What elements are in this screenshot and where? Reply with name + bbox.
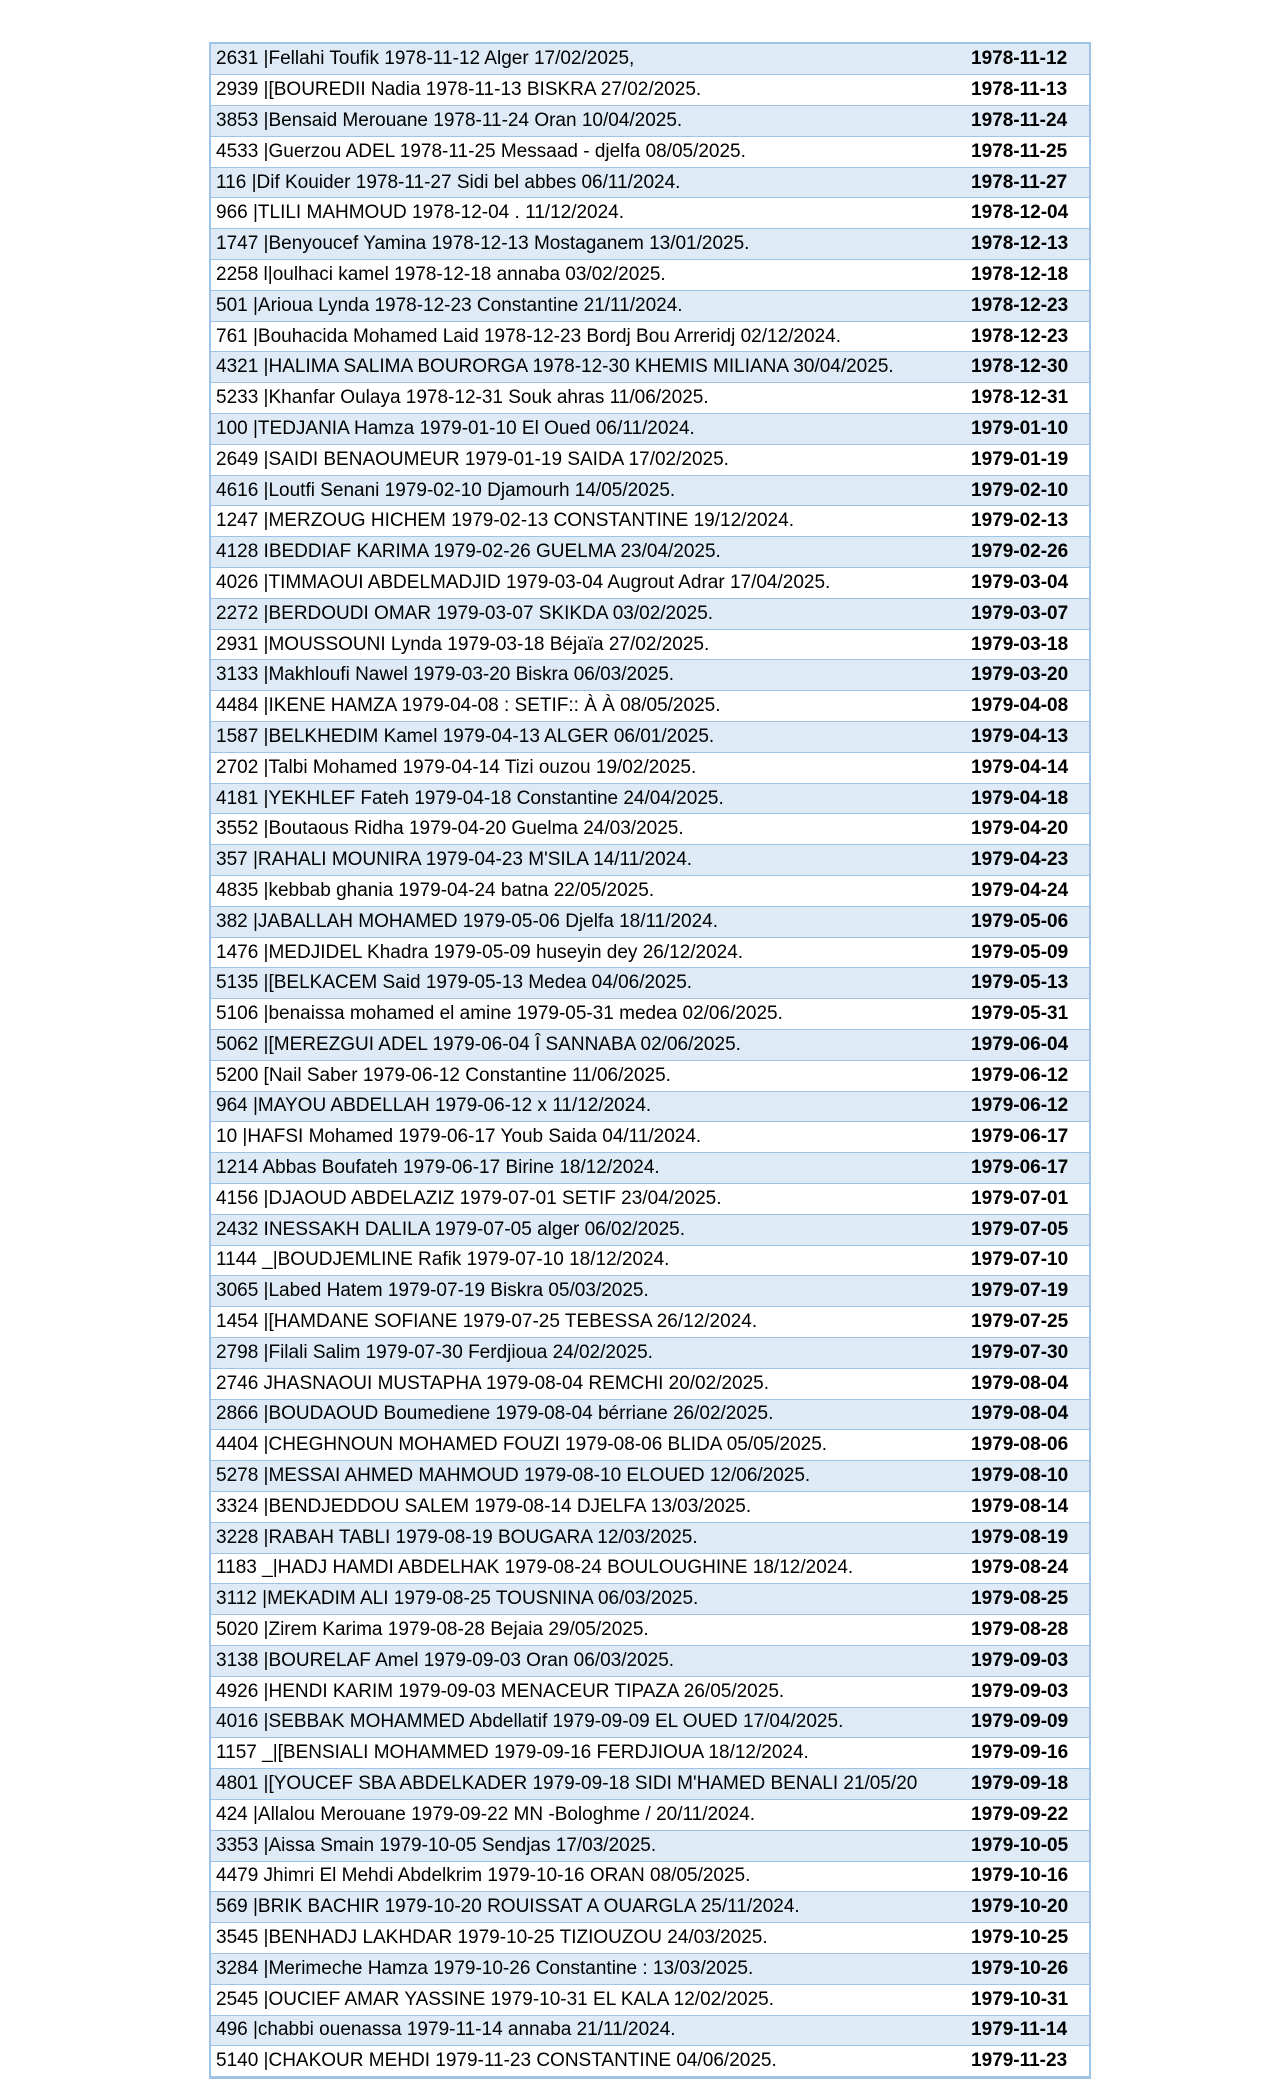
record-date-cell: 1978-11-12 — [965, 44, 1089, 75]
table-row — [211, 475, 1089, 506]
record-date-cell: 1979-09-03 — [965, 1645, 1089, 1676]
record-date-cell: 1979-08-19 — [965, 1522, 1089, 1553]
table-row — [211, 1892, 1089, 1923]
record-text-cell: 5135 |[BELKACEM Said 1979-05-13 Medea 04/06/2025. — [211, 968, 965, 999]
table-row — [211, 1276, 1089, 1307]
table-row — [211, 568, 1089, 599]
record-text-cell: 4016 |SEBBAK MOHAMMED Abdellatif 1979-09-09 EL OUED 17/04/2025. — [211, 1707, 965, 1738]
record-date-cell: 1979-04-13 — [965, 722, 1089, 753]
table-row — [211, 1522, 1089, 1553]
record-date-cell: 1979-05-09 — [965, 937, 1089, 968]
record-text-cell: 1183 _|HADJ HAMDI ABDELHAK 1979-08-24 BOULOUGHINE 18/12/2024. — [211, 1553, 965, 1584]
table-row — [211, 1738, 1089, 1769]
record-text-cell: 4479 Jhimri El Mehdi Abdelkrim 1979-10-16 ORAN 08/05/2025. — [211, 1861, 965, 1892]
table-row — [211, 229, 1089, 260]
table-row — [211, 1430, 1089, 1461]
table-row — [211, 968, 1089, 999]
record-date-cell: 1978-12-13 — [965, 229, 1089, 260]
record-date-cell: 1979-09-03 — [965, 1676, 1089, 1707]
table-row — [211, 1461, 1089, 1492]
table-row — [211, 260, 1089, 291]
table-row — [211, 75, 1089, 106]
record-text-cell: 4484 |IKENE HAMZA 1979-04-08 : SETIF:: À À 08/05/2025. — [211, 691, 965, 722]
record-date-cell: 1979-04-08 — [965, 691, 1089, 722]
record-text-cell: 761 |Bouhacida Mohamed Laid 1978-12-23 Bordj Bou Arreridj 02/12/2024. — [211, 321, 965, 352]
table-row — [211, 1769, 1089, 1800]
table-row — [211, 1091, 1089, 1122]
record-date-cell: 1979-11-14 — [965, 2015, 1089, 2046]
record-text-cell: 1247 |MERZOUG HICHEM 1979-02-13 CONSTANTINE 19/12/2024. — [211, 506, 965, 537]
record-text-cell: 5278 |MESSAI AHMED MAHMOUD 1979-08-10 ELOUED 12/06/2025. — [211, 1461, 965, 1492]
record-text-cell: 1157 _|[BENSIALI MOHAMMED 1979-09-16 FERDJIOUA 18/12/2024. — [211, 1738, 965, 1769]
record-date-cell: 1978-11-27 — [965, 167, 1089, 198]
record-date-cell: 1979-04-24 — [965, 876, 1089, 907]
record-date-cell: 1979-06-04 — [965, 1030, 1089, 1061]
record-text-cell: 496 |chabbi ouenassa 1979-11-14 annaba 21/11/2024. — [211, 2015, 965, 2046]
table-row — [211, 1060, 1089, 1091]
record-date-cell: 1979-07-19 — [965, 1276, 1089, 1307]
table-row — [211, 1368, 1089, 1399]
table-row — [211, 1183, 1089, 1214]
record-text-cell: 4026 |TIMMAOUI ABDELMADJID 1979-03-04 Augrout Adrar 17/04/2025. — [211, 568, 965, 599]
record-date-cell: 1979-08-04 — [965, 1399, 1089, 1430]
table-row — [211, 1984, 1089, 2015]
table-row — [211, 444, 1089, 475]
table-row — [211, 1245, 1089, 1276]
record-date-cell: 1979-10-25 — [965, 1923, 1089, 1954]
record-date-cell: 1979-03-07 — [965, 598, 1089, 629]
record-date-cell: 1979-06-17 — [965, 1153, 1089, 1184]
record-text-cell: 116 |Dif Kouider 1978-11-27 Sidi bel abbes 06/11/2024. — [211, 167, 965, 198]
table-row — [211, 1676, 1089, 1707]
record-date-cell: 1979-08-24 — [965, 1553, 1089, 1584]
record-text-cell: 2746 JHASNAOUI MUSTAPHA 1979-08-04 REMCHI 20/02/2025. — [211, 1368, 965, 1399]
record-text-cell: 2258 l|oulhaci kamel 1978-12-18 annaba 03/02/2025. — [211, 260, 965, 291]
record-text-cell: 4926 |HENDI KARIM 1979-09-03 MENACEUR TIPAZA 26/05/2025. — [211, 1676, 965, 1707]
record-text-cell: 2432 INESSAKH DALILA 1979-07-05 alger 06/02/2025. — [211, 1214, 965, 1245]
record-date-cell: 1978-11-13 — [965, 75, 1089, 106]
record-text-cell: 2798 |Filali Salim 1979-07-30 Ferdjioua 24/02/2025. — [211, 1337, 965, 1368]
record-text-cell: 3545 |BENHADJ LAKHDAR 1979-10-25 TIZIOUZOU 24/03/2025. — [211, 1923, 965, 1954]
record-date-cell: 1979-05-31 — [965, 999, 1089, 1030]
table-row — [211, 1923, 1089, 1954]
record-text-cell: 3065 |Labed Hatem 1979-07-19 Biskra 05/03/2025. — [211, 1276, 965, 1307]
record-text-cell: 1587 |BELKHEDIM Kamel 1979-04-13 ALGER 06/01/2025. — [211, 722, 965, 753]
record-date-cell: 1979-10-20 — [965, 1892, 1089, 1923]
table-row — [211, 999, 1089, 1030]
record-text-cell: 4321 |HALIMA SALIMA BOURORGA 1978-12-30 KHEMIS MILIANA 30/04/2025. — [211, 352, 965, 383]
record-date-cell: 1978-12-04 — [965, 198, 1089, 229]
record-text-cell: 4801 |[YOUCEF SBA ABDELKADER 1979-09-18 SIDI M'HAMED BENALI 21/05/20 — [211, 1769, 965, 1800]
table-row — [211, 352, 1089, 383]
table-row — [211, 1707, 1089, 1738]
record-date-cell: 1979-07-30 — [965, 1337, 1089, 1368]
table-row — [211, 814, 1089, 845]
record-text-cell: 5140 |CHAKOUR MEHDI 1979-11-23 CONSTANTINE 04/06/2025. — [211, 2046, 965, 2077]
records-table — [211, 44, 1089, 2077]
record-text-cell: 3853 |Bensaid Merouane 1978-11-24 Oran 10/04/2025. — [211, 106, 965, 137]
record-date-cell: 1979-05-06 — [965, 906, 1089, 937]
record-text-cell: 4533 |Guerzou ADEL 1978-11-25 Messaad - djelfa 08/05/2025. — [211, 136, 965, 167]
record-date-cell: 1979-09-18 — [965, 1769, 1089, 1800]
records-table-body — [211, 44, 1089, 2077]
record-text-cell: 964 |MAYOU ABDELLAH 1979-06-12 x 11/12/2024. — [211, 1091, 965, 1122]
record-date-cell: 1979-08-06 — [965, 1430, 1089, 1461]
record-date-cell: 1978-12-30 — [965, 352, 1089, 383]
records-table-container — [209, 42, 1091, 2079]
record-text-cell: 3133 |Makhloufi Nawel 1979-03-20 Biskra 06/03/2025. — [211, 660, 965, 691]
record-date-cell: 1979-02-10 — [965, 475, 1089, 506]
record-text-cell: 2939 |[BOUREDII Nadia 1978-11-13 BISKRA 27/02/2025. — [211, 75, 965, 106]
table-row — [211, 1553, 1089, 1584]
table-row — [211, 629, 1089, 660]
table-row — [211, 937, 1089, 968]
record-text-cell: 4128 IBEDDIAF KARIMA 1979-02-26 GUELMA 23/04/2025. — [211, 537, 965, 568]
record-date-cell: 1979-01-10 — [965, 414, 1089, 445]
table-row — [211, 845, 1089, 876]
record-date-cell: 1979-09-22 — [965, 1799, 1089, 1830]
table-row — [211, 1799, 1089, 1830]
record-text-cell: 3138 |BOURELAF Amel 1979-09-03 Oran 06/03/2025. — [211, 1645, 965, 1676]
record-text-cell: 3552 |Boutaous Ridha 1979-04-20 Guelma 24/03/2025. — [211, 814, 965, 845]
record-text-cell: 3324 |BENDJEDDOU SALEM 1979-08-14 DJELFA 13/03/2025. — [211, 1491, 965, 1522]
record-date-cell: 1979-09-09 — [965, 1707, 1089, 1738]
record-date-cell: 1979-07-10 — [965, 1245, 1089, 1276]
table-row — [211, 1030, 1089, 1061]
record-text-cell: 2649 |SAIDI BENAOUMEUR 1979-01-19 SAIDA 17/02/2025. — [211, 444, 965, 475]
table-row — [211, 506, 1089, 537]
table-row — [211, 1307, 1089, 1338]
record-date-cell: 1979-10-31 — [965, 1984, 1089, 2015]
table-row — [211, 106, 1089, 137]
record-text-cell: 3112 |MEKADIM ALI 1979-08-25 TOUSNINA 06/03/2025. — [211, 1584, 965, 1615]
record-date-cell: 1979-06-12 — [965, 1060, 1089, 1091]
table-row — [211, 1830, 1089, 1861]
record-date-cell: 1979-08-10 — [965, 1461, 1089, 1492]
record-date-cell: 1979-11-23 — [965, 2046, 1089, 2077]
table-row — [211, 414, 1089, 445]
table-row — [211, 660, 1089, 691]
record-text-cell: 5020 |Zirem Karima 1979-08-28 Bejaia 29/05/2025. — [211, 1615, 965, 1646]
record-text-cell: 5106 |benaissa mohamed el amine 1979-05-31 medea 02/06/2025. — [211, 999, 965, 1030]
table-row — [211, 2015, 1089, 2046]
table-row — [211, 136, 1089, 167]
table-row — [211, 1122, 1089, 1153]
record-date-cell: 1979-07-25 — [965, 1307, 1089, 1338]
table-row — [211, 1861, 1089, 1892]
record-text-cell: 2545 |OUCIEF AMAR YASSINE 1979-10-31 EL KALA 12/02/2025. — [211, 1984, 965, 2015]
table-row — [211, 876, 1089, 907]
record-text-cell: 4404 |CHEGHNOUN MOHAMED FOUZI 1979-08-06 BLIDA 05/05/2025. — [211, 1430, 965, 1461]
record-date-cell: 1978-12-31 — [965, 383, 1089, 414]
record-date-cell: 1979-08-25 — [965, 1584, 1089, 1615]
record-text-cell: 1747 |Benyoucef Yamina 1978-12-13 Mostaganem 13/01/2025. — [211, 229, 965, 260]
record-date-cell: 1979-05-13 — [965, 968, 1089, 999]
record-text-cell: 5233 |Khanfar Oulaya 1978-12-31 Souk ahras 11/06/2025. — [211, 383, 965, 414]
record-date-cell: 1979-08-28 — [965, 1615, 1089, 1646]
record-date-cell: 1978-12-18 — [965, 260, 1089, 291]
record-text-cell: 4156 |DJAOUD ABDELAZIZ 1979-07-01 SETIF 23/04/2025. — [211, 1183, 965, 1214]
record-date-cell: 1978-12-23 — [965, 290, 1089, 321]
table-row — [211, 1153, 1089, 1184]
table-row — [211, 167, 1089, 198]
table-row — [211, 321, 1089, 352]
record-text-cell: 3353 |Aissa Smain 1979-10-05 Sendjas 17/03/2025. — [211, 1830, 965, 1861]
record-text-cell: 1454 |[HAMDANE SOFIANE 1979-07-25 TEBESSA 26/12/2024. — [211, 1307, 965, 1338]
table-row — [211, 722, 1089, 753]
table-row — [211, 1214, 1089, 1245]
record-date-cell: 1979-01-19 — [965, 444, 1089, 475]
record-date-cell: 1978-11-24 — [965, 106, 1089, 137]
record-date-cell: 1979-04-18 — [965, 783, 1089, 814]
record-date-cell: 1979-04-20 — [965, 814, 1089, 845]
table-row — [211, 1645, 1089, 1676]
table-row — [211, 1399, 1089, 1430]
table-row — [211, 691, 1089, 722]
record-text-cell: 966 |TLILI MAHMOUD 1978-12-04 . 11/12/2024. — [211, 198, 965, 229]
record-text-cell: 424 |Allalou Merouane 1979-09-22 MN -Bologhme / 20/11/2024. — [211, 1799, 965, 1830]
record-date-cell: 1979-10-16 — [965, 1861, 1089, 1892]
table-row — [211, 1615, 1089, 1646]
record-text-cell: 569 |BRIK BACHIR 1979-10-20 ROUISSAT A OUARGLA 25/11/2024. — [211, 1892, 965, 1923]
record-date-cell: 1979-10-05 — [965, 1830, 1089, 1861]
record-text-cell: 2702 |Talbi Mohamed 1979-04-14 Tizi ouzou 19/02/2025. — [211, 752, 965, 783]
record-date-cell: 1979-03-20 — [965, 660, 1089, 691]
record-text-cell: 5062 |[MEREZGUI ADEL 1979-06-04 Î SANNABA 02/06/2025. — [211, 1030, 965, 1061]
table-row — [211, 906, 1089, 937]
record-date-cell: 1979-03-18 — [965, 629, 1089, 660]
record-text-cell: 10 |HAFSI Mohamed 1979-06-17 Youb Saida 04/11/2024. — [211, 1122, 965, 1153]
record-text-cell: 4616 |Loutfi Senani 1979-02-10 Djamourh 14/05/2025. — [211, 475, 965, 506]
record-text-cell: 357 |RAHALI MOUNIRA 1979-04-23 M'SILA 14/11/2024. — [211, 845, 965, 876]
record-date-cell: 1979-07-05 — [965, 1214, 1089, 1245]
record-date-cell: 1979-07-01 — [965, 1183, 1089, 1214]
record-date-cell: 1979-03-04 — [965, 568, 1089, 599]
record-text-cell: 1144 _|BOUDJEMLINE Rafik 1979-07-10 18/12/2024. — [211, 1245, 965, 1276]
record-text-cell: 2631 |Fellahi Toufik 1978-11-12 Alger 17/02/2025, — [211, 44, 965, 75]
record-text-cell: 2931 |MOUSSOUNI Lynda 1979-03-18 Béjaïa 27/02/2025. — [211, 629, 965, 660]
record-text-cell: 3284 |Merimeche Hamza 1979-10-26 Constantine : 13/03/2025. — [211, 1953, 965, 1984]
record-date-cell: 1979-04-23 — [965, 845, 1089, 876]
record-text-cell: 1476 |MEDJIDEL Khadra 1979-05-09 huseyin dey 26/12/2024. — [211, 937, 965, 968]
table-row — [211, 1584, 1089, 1615]
table-row — [211, 383, 1089, 414]
record-text-cell: 3228 |RABAH TABLI 1979-08-19 BOUGARA 12/03/2025. — [211, 1522, 965, 1553]
table-row — [211, 290, 1089, 321]
table-row — [211, 198, 1089, 229]
table-row — [211, 2046, 1089, 2077]
record-date-cell: 1979-02-26 — [965, 537, 1089, 568]
record-text-cell: 2866 |BOUDAOUD Boumediene 1979-08-04 bérriane 26/02/2025. — [211, 1399, 965, 1430]
record-date-cell: 1979-02-13 — [965, 506, 1089, 537]
record-text-cell: 5200 [Nail Saber 1979-06-12 Constantine 11/06/2025. — [211, 1060, 965, 1091]
record-date-cell: 1979-06-12 — [965, 1091, 1089, 1122]
record-text-cell: 4835 |kebbab ghania 1979-04-24 batna 22/05/2025. — [211, 876, 965, 907]
record-date-cell: 1979-10-26 — [965, 1953, 1089, 1984]
record-date-cell: 1979-08-04 — [965, 1368, 1089, 1399]
table-row — [211, 1337, 1089, 1368]
table-row — [211, 752, 1089, 783]
record-text-cell: 4181 |YEKHLEF Fateh 1979-04-18 Constantine 24/04/2025. — [211, 783, 965, 814]
table-row — [211, 44, 1089, 75]
record-date-cell: 1978-11-25 — [965, 136, 1089, 167]
record-text-cell: 2272 |BERDOUDI OMAR 1979-03-07 SKIKDA 03/02/2025. — [211, 598, 965, 629]
table-row — [211, 783, 1089, 814]
table-row — [211, 1491, 1089, 1522]
record-text-cell: 100 |TEDJANIA Hamza 1979-01-10 El Oued 06/11/2024. — [211, 414, 965, 445]
record-date-cell: 1979-06-17 — [965, 1122, 1089, 1153]
record-text-cell: 1214 Abbas Boufateh 1979-06-17 Birine 18/12/2024. — [211, 1153, 965, 1184]
record-date-cell: 1978-12-23 — [965, 321, 1089, 352]
record-text-cell: 501 |Arioua Lynda 1978-12-23 Constantine 21/11/2024. — [211, 290, 965, 321]
record-date-cell: 1979-08-14 — [965, 1491, 1089, 1522]
table-row — [211, 598, 1089, 629]
record-text-cell: 382 |JABALLAH MOHAMED 1979-05-06 Djelfa 18/11/2024. — [211, 906, 965, 937]
table-row — [211, 1953, 1089, 1984]
record-date-cell: 1979-04-14 — [965, 752, 1089, 783]
record-date-cell: 1979-09-16 — [965, 1738, 1089, 1769]
table-row — [211, 537, 1089, 568]
